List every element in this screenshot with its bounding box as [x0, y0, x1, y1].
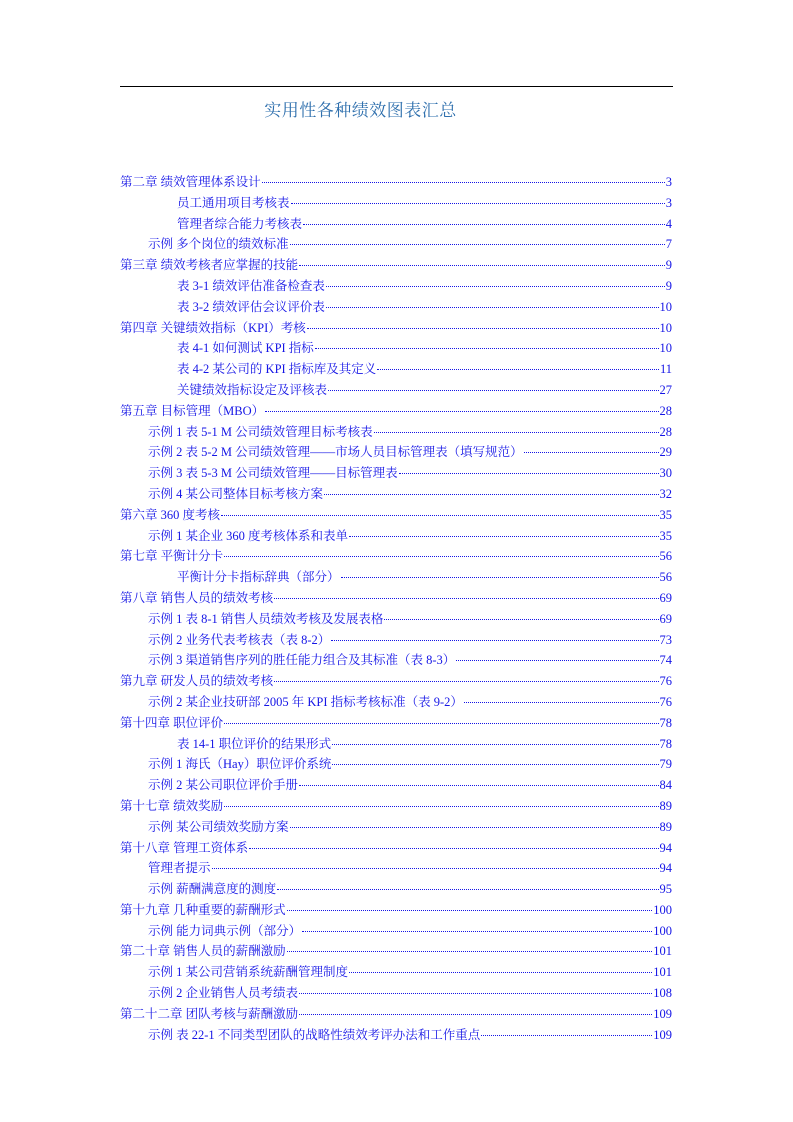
toc-entry-page-number[interactable]: 69 — [659, 590, 672, 605]
toc-entry-label[interactable]: 示例 2 表 5-2 M 公司绩效管理——市场人员目标管理表（填写规范） — [148, 445, 523, 460]
toc-entry[interactable] — [120, 338, 672, 359]
toc-entry[interactable] — [120, 234, 672, 255]
toc-entry-label[interactable]: 示例 2 某企业技研部 2005 年 KPI 指标考核标准（表 9-2） — [148, 694, 463, 709]
toc-entry[interactable] — [120, 380, 672, 401]
toc-entry-page-number[interactable]: 94 — [659, 861, 672, 876]
document-title-text: 实用性各种绩效图表汇总 — [264, 101, 457, 121]
toc-entry-page-number[interactable]: 32 — [659, 486, 672, 501]
toc-entry[interactable] — [120, 983, 672, 1004]
toc-entry-label[interactable]: 表 3-2 绩效评估会议评价表 — [177, 299, 325, 314]
toc-entry-page-number[interactable]: 10 — [659, 299, 672, 314]
toc-entry[interactable] — [120, 858, 672, 879]
toc-dot-leader — [456, 660, 658, 661]
toc-entry-label[interactable]: 示例 1 某公司营销系统薪酬管理制度 — [148, 965, 349, 980]
toc-entry-label[interactable]: 第二章 绩效管理体系设计 — [120, 175, 261, 189]
toc-dot-leader — [265, 411, 658, 412]
toc-entry-label[interactable]: 表 3-1 绩效评估准备检查表 — [177, 278, 325, 293]
toc-dot-leader — [377, 369, 659, 370]
toc-entry-label[interactable]: 示例 1 表 8-1 销售人员绩效考核及发展表格 — [148, 611, 384, 626]
toc-dot-leader — [399, 473, 659, 474]
toc-dot-leader — [324, 494, 658, 495]
toc-entry[interactable] — [120, 297, 672, 318]
toc-entry[interactable] — [120, 484, 672, 505]
toc-dot-leader — [307, 328, 659, 329]
toc-entry-label[interactable]: 第三章 绩效考核者应掌握的技能 — [120, 258, 299, 273]
toc-dot-leader — [287, 951, 653, 952]
toc-dot-leader — [303, 224, 665, 225]
toc-entry-page-number[interactable]: 35 — [659, 507, 672, 522]
toc-entry-page-number[interactable]: 76 — [659, 674, 672, 689]
toc-dot-leader — [464, 702, 659, 703]
toc-entry-page-number[interactable]: 11 — [659, 362, 672, 377]
toc-entry-label[interactable]: 第六章 360 度考核 — [120, 507, 221, 522]
toc-entry[interactable] — [120, 754, 672, 775]
toc-entry[interactable] — [120, 214, 672, 235]
toc-entry[interactable] — [120, 838, 672, 859]
toc-dot-leader — [221, 515, 658, 516]
toc-entry-label[interactable]: 示例 表 22-1 不同类型团队的战略性绩效考评办法和工作重点 — [148, 1027, 481, 1042]
toc-entry[interactable] — [120, 567, 672, 588]
toc-entry-page-number[interactable]: 27 — [659, 382, 672, 397]
toc-entry-label[interactable]: 第二十章 销售人员的薪酬激励 — [120, 944, 286, 959]
toc-dot-leader — [341, 577, 659, 578]
toc-entry[interactable] — [120, 734, 672, 755]
toc-entry-page-number[interactable]: 84 — [659, 778, 672, 793]
toc-entry-page-number[interactable]: 100 — [653, 923, 672, 938]
toc-entry-label[interactable]: 第七章 平衡计分卡 — [120, 549, 224, 564]
toc-entry-label[interactable]: 示例 多个岗位的绩效标准 — [148, 237, 289, 252]
toc-entry-label[interactable]: 示例 1 海氏（Hay）职位评价系统 — [148, 757, 332, 772]
toc-entry-label[interactable]: 第四章 关键绩效指标（KPI）考核 — [120, 320, 306, 335]
toc-entry-label[interactable]: 示例 能力词典示例（部分） — [148, 923, 302, 938]
toc-dot-leader — [290, 244, 665, 245]
toc-entry-page-number[interactable]: 76 — [659, 694, 672, 709]
toc-dot-leader — [224, 723, 658, 724]
toc-entry-page-number[interactable]: 4 — [665, 216, 672, 231]
toc-dot-leader — [212, 868, 659, 869]
toc-entry-label[interactable]: 示例 薪酬满意度的测度 — [148, 882, 277, 897]
toc-entry-page-number[interactable]: 109 — [653, 1006, 672, 1021]
toc-dot-leader — [384, 619, 658, 620]
toc-entry-page-number[interactable]: 10 — [659, 341, 672, 356]
toc-entry-page-number[interactable]: 78 — [659, 715, 672, 730]
toc-entry[interactable] — [120, 359, 672, 380]
toc-entry-page-number[interactable]: 109 — [653, 1027, 672, 1042]
toc-entry-label[interactable]: 第九章 研发人员的绩效考核 — [120, 674, 274, 689]
toc-entry[interactable] — [120, 962, 672, 983]
toc-entry-page-number[interactable]: 3 — [665, 175, 672, 189]
toc-entry-page-number[interactable]: 28 — [659, 424, 672, 439]
toc-entry-label[interactable]: 员工通用项目考核表 — [177, 195, 290, 210]
toc-dot-leader — [326, 286, 665, 287]
toc-entry-label[interactable]: 示例 某公司绩效奖励方案 — [148, 819, 289, 834]
toc-entry[interactable] — [120, 609, 672, 630]
toc-entry-label[interactable]: 示例 2 业务代表考核表（表 8-2） — [148, 632, 331, 647]
toc-entry-page-number[interactable]: 56 — [659, 570, 672, 585]
toc-dot-leader — [328, 390, 658, 391]
toc-entry-label[interactable]: 表 4-1 如何测试 KPI 指标 — [177, 341, 314, 356]
toc-entry-label[interactable]: 第十七章 绩效奖励 — [120, 798, 224, 813]
toc-entry[interactable] — [120, 775, 672, 796]
toc-entry-label[interactable]: 第十八章 管理工资体系 — [120, 840, 249, 855]
toc-entry-page-number[interactable]: 73 — [659, 632, 672, 647]
toc-entry[interactable] — [120, 276, 672, 297]
toc-entry-page-number[interactable]: 3 — [665, 195, 672, 210]
toc-entry[interactable] — [120, 1004, 672, 1025]
toc-entry[interactable] — [120, 505, 672, 526]
toc-entry-label[interactable]: 管理者提示 — [148, 861, 211, 876]
toc-entry-page-number[interactable]: 101 — [653, 965, 672, 980]
toc-entry-label[interactable]: 示例 3 表 5-3 M 公司绩效管理——目标管理表 — [148, 466, 398, 481]
toc-dot-leader — [332, 744, 658, 745]
toc-dot-leader — [290, 827, 659, 828]
toc-entry[interactable] — [120, 463, 672, 484]
toc-entry-page-number[interactable]: 69 — [659, 611, 672, 626]
toc-entry-page-number[interactable]: 108 — [653, 986, 672, 1001]
toc-entry-page-number[interactable]: 9 — [665, 258, 672, 273]
toc-entry[interactable] — [120, 442, 672, 463]
toc-entry-label[interactable]: 第五章 目标管理（MBO） — [120, 403, 265, 418]
toc-dot-leader — [224, 556, 658, 557]
toc-entry-label[interactable]: 第二十二章 团队考核与薪酬激励 — [120, 1006, 299, 1021]
toc-entry-page-number[interactable]: 28 — [659, 403, 672, 418]
toc-entry-label[interactable]: 表 14-1 职位评价的结果形式 — [177, 736, 332, 751]
toc-entry[interactable] — [120, 630, 672, 651]
toc-dot-leader — [302, 931, 652, 932]
toc-dot-leader — [481, 1035, 652, 1036]
toc-entry[interactable] — [120, 879, 672, 900]
toc-dot-leader — [331, 640, 658, 641]
toc-entry[interactable] — [120, 401, 672, 422]
toc-entry[interactable] — [120, 650, 672, 671]
toc-entry-page-number[interactable]: 100 — [653, 902, 672, 917]
toc-dot-leader — [349, 536, 658, 537]
toc-entry[interactable] — [120, 900, 672, 921]
toc-entry-label[interactable]: 示例 4 某公司整体目标考核方案 — [148, 486, 324, 501]
toc-entry-page-number[interactable]: 89 — [659, 798, 672, 813]
toc-entry-page-number[interactable]: 74 — [659, 653, 672, 668]
toc-entry-page-number[interactable]: 9 — [665, 278, 672, 293]
toc-entry-page-number[interactable]: 101 — [653, 944, 672, 959]
toc-dot-leader — [262, 182, 665, 183]
toc-entry-page-number[interactable]: 29 — [659, 445, 672, 460]
toc-dot-leader — [349, 972, 652, 973]
toc-entry[interactable] — [120, 588, 672, 609]
toc-entry[interactable] — [120, 817, 672, 838]
toc-entry-page-number[interactable]: 95 — [659, 882, 672, 897]
table-of-contents — [120, 172, 672, 1045]
toc-entry-label[interactable]: 示例 2 某公司职位评价手册 — [148, 778, 299, 793]
toc-entry[interactable] — [120, 193, 672, 214]
toc-dot-leader — [287, 910, 653, 911]
header-rule — [120, 86, 673, 87]
toc-entry[interactable] — [120, 921, 672, 942]
toc-dot-leader — [326, 307, 659, 308]
toc-dot-leader — [299, 785, 658, 786]
toc-entry-label[interactable]: 示例 1 表 5-1 M 公司绩效管理目标考核表 — [148, 424, 373, 439]
toc-entry[interactable] — [120, 255, 672, 276]
document-title — [0, 96, 793, 121]
toc-entry[interactable] — [120, 671, 672, 692]
toc-entry-label[interactable]: 示例 2 企业销售人员考绩表 — [148, 986, 299, 1001]
toc-entry-page-number[interactable]: 7 — [665, 237, 672, 252]
toc-entry[interactable] — [120, 1025, 672, 1046]
toc-entry-page-number[interactable]: 56 — [659, 549, 672, 564]
toc-dot-leader — [299, 1014, 652, 1015]
toc-dot-leader — [524, 452, 659, 453]
toc-entry-label[interactable]: 管理者综合能力考核表 — [177, 216, 303, 231]
toc-dot-leader — [315, 348, 659, 349]
toc-dot-leader — [274, 598, 658, 599]
toc-entry-label[interactable]: 示例 3 渠道销售序列的胜任能力组合及其标准（表 8-3） — [148, 653, 456, 668]
toc-entry-label[interactable]: 第十四章 职位评价 — [120, 715, 224, 730]
toc-dot-leader — [249, 848, 658, 849]
toc-entry[interactable] — [120, 713, 672, 734]
toc-entry[interactable] — [120, 796, 672, 817]
toc-dot-leader — [332, 764, 658, 765]
toc-dot-leader — [277, 889, 658, 890]
toc-entry[interactable] — [120, 422, 672, 443]
toc-entry-page-number[interactable]: 94 — [659, 840, 672, 855]
toc-dot-leader — [299, 265, 665, 266]
toc-dot-leader — [224, 806, 658, 807]
toc-dot-leader — [299, 993, 652, 994]
toc-dot-leader — [374, 432, 659, 433]
toc-entry[interactable] — [120, 172, 672, 193]
toc-entry-label[interactable]: 表 4-2 某公司的 KPI 指标库及其定义 — [177, 362, 377, 377]
toc-entry[interactable] — [120, 692, 672, 713]
toc-entry-page-number[interactable]: 35 — [659, 528, 672, 543]
toc-entry-page-number[interactable]: 30 — [659, 466, 672, 481]
toc-entry[interactable] — [120, 318, 672, 339]
toc-entry-label[interactable]: 示例 1 某企业 360 度考核体系和表单 — [148, 528, 349, 543]
toc-entry-page-number[interactable]: 10 — [659, 320, 672, 335]
toc-entry-page-number[interactable]: 79 — [659, 757, 672, 772]
toc-dot-leader — [291, 203, 665, 204]
toc-entry-label[interactable]: 第十九章 几种重要的薪酬形式 — [120, 902, 286, 917]
toc-entry-label[interactable]: 关键绩效指标设定及评核表 — [177, 382, 328, 397]
toc-entry[interactable] — [120, 526, 672, 547]
toc-entry-page-number[interactable]: 89 — [659, 819, 672, 834]
toc-entry-page-number[interactable]: 78 — [659, 736, 672, 751]
toc-entry[interactable] — [120, 941, 672, 962]
toc-entry[interactable] — [120, 546, 672, 567]
toc-dot-leader — [274, 681, 658, 682]
toc-entry-label[interactable]: 平衡计分卡指标辞典（部分） — [177, 570, 340, 585]
toc-entry-label[interactable]: 第八章 销售人员的绩效考核 — [120, 590, 274, 605]
